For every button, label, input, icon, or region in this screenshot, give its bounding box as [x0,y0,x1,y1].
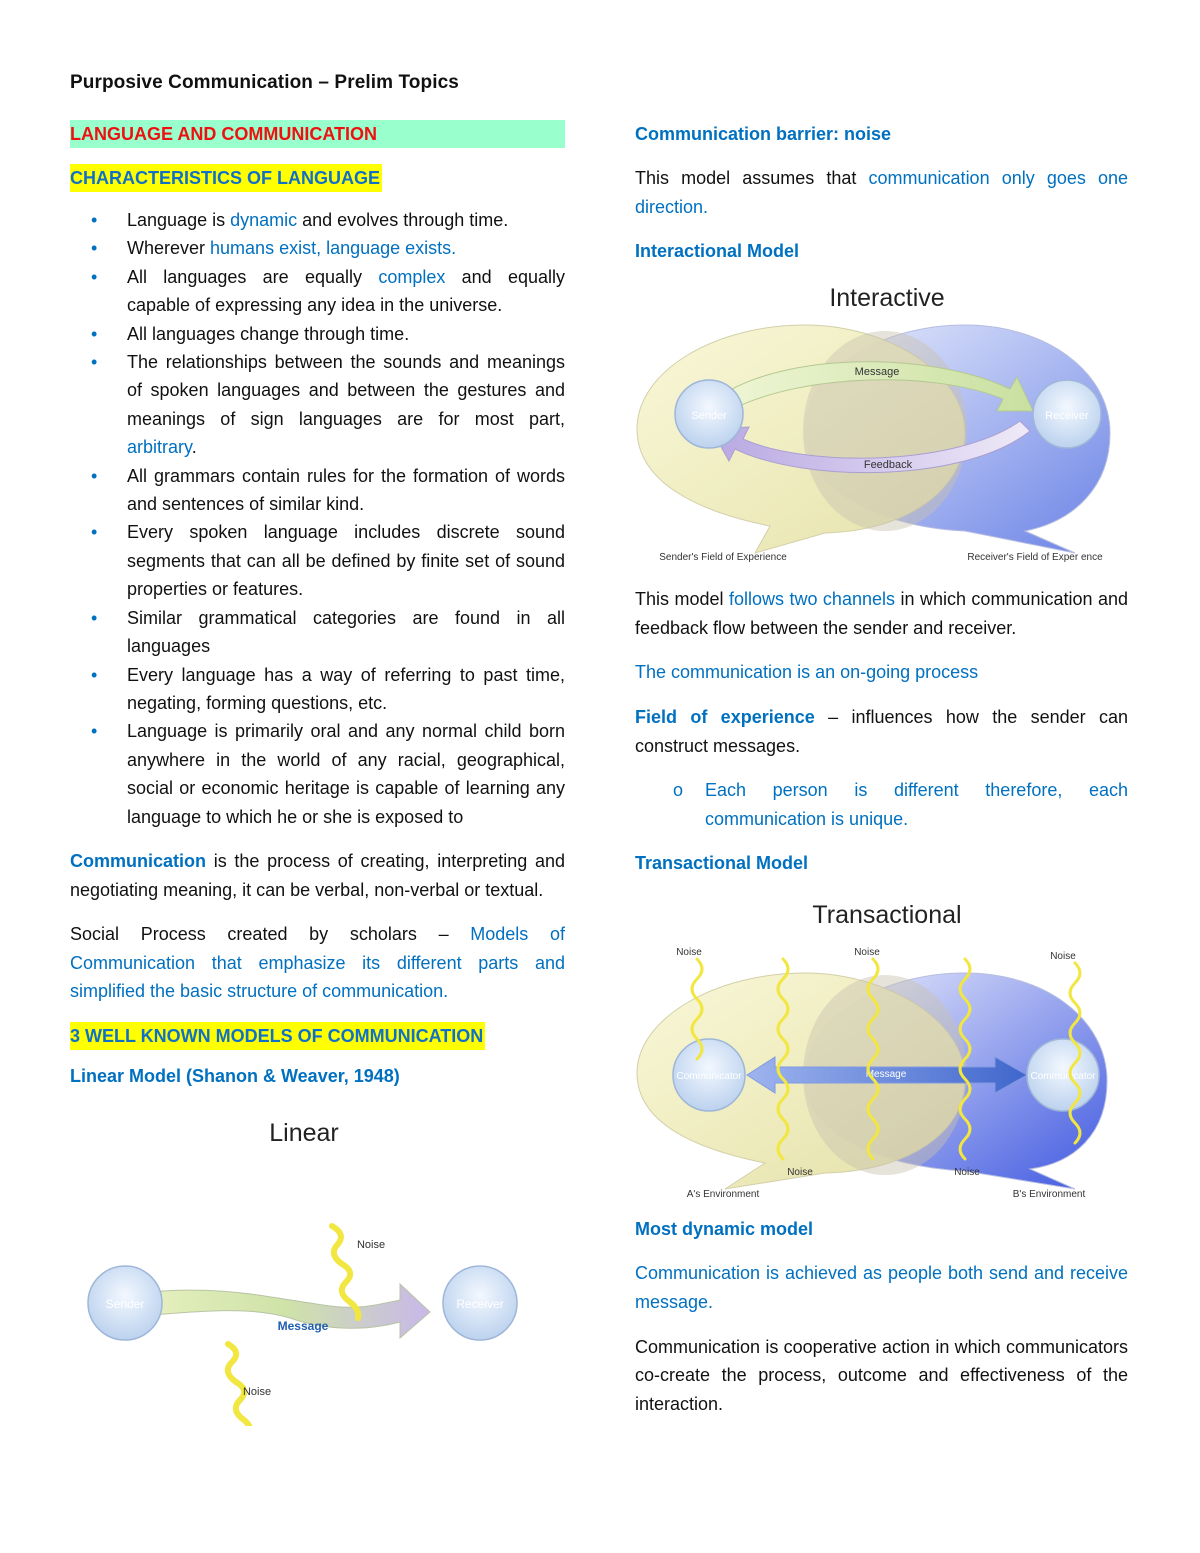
noise-squiggle-top [332,1226,358,1318]
field-of-experience-paragraph: Field of experience – influences how the sender can construct messages. [635,706,1128,756]
interactive-model-figure [635,281,1128,571]
two-channels-paragraph: This model follows two channels in which communication and feedback flow between the sender and receiver. [635,589,1128,638]
models-heading: 3 WELL KNOWN MODELS OF COMMUNICATION [70,1022,485,1050]
characteristics-heading: CHARACTERISTICS OF LANGUAGE [70,164,382,192]
unique-communication-item: o Each person is different therefore, each communication is unique. [673,780,1128,829]
noise-label-1: Noise [676,947,702,959]
sender-field-label: Sender's Field of Experience [659,552,787,564]
noise-label-5: Noise [954,1167,980,1179]
noise-label-2: Noise [854,947,880,959]
characteristic-item: • The relationships between the sounds and meanings of spoken languages and between the gestures and meanings of sign languages are for most part, arbitrary. [70,348,565,462]
left-column [70,120,565,1426]
communicator-b-label: Communicator [1030,1071,1096,1083]
receiver-field-label: Receiver's Field of Exper ence [967,552,1103,564]
linear-model-figure [70,1106,565,1426]
characteristics-list [70,206,565,831]
page-title: Purposive Communication – Prelim Topics [70,72,459,93]
transactional-model-figure [635,893,1128,1199]
noise-squiggle-bottom [228,1344,250,1426]
communication-definition: Communication is the process of creating, interpreting and negotiating meaning, it can be verbal, non-verbal or textual. [70,850,565,900]
barrier-paragraph: This model assumes that communication only goes one direction. [635,168,1128,217]
overlap-area [803,331,967,531]
achieved-paragraph: Communication is achieved as people both send and receive message. [635,1263,1128,1312]
interactive-title: Interactive [829,284,945,313]
transactional-heading: Transactional Model [635,853,809,874]
message-label: Message [865,1069,907,1081]
cooperative-paragraph: Communication is cooperative action in which communicators co-create the process, outcome and effectiveness of the interaction. [635,1336,1128,1414]
noise-label-bottom: Noise [242,1385,272,1398]
noise-label-top: Noise [356,1238,386,1251]
characteristic-item: • Wherever humans exist, language exists. [70,234,565,262]
noise-label-3: Noise [1050,951,1076,963]
ongoing-process-text: The communication is an on-going process [635,662,979,683]
feedback-label: Feedback [863,459,913,472]
receiver-label: Receiver [456,1296,504,1311]
social-process-paragraph: Social Process created by scholars – Models of Communication that emphasize its different parts and simplified the basic structure of communication. [70,924,565,1002]
sender-label: Sender [691,410,727,423]
characteristic-item: • All grammars contain rules for the formation of words and sentences of similar kind. [70,462,565,519]
characteristic-item: • All languages change through time. [70,320,565,348]
sender-label: Sender [105,1296,145,1311]
right-column [635,120,1128,1434]
most-dynamic-heading: Most dynamic model [635,1219,814,1240]
communication-term: Communication [70,850,207,871]
linear-model-heading: Linear Model (Shanon & Weaver, 1948) [70,1065,400,1086]
receiver-label: Receiver [1045,410,1089,423]
b-environment-label: B's Environment [1012,1189,1086,1200]
characteristic-item: • Language is primarily oral and any normal child born anywhere in the world of any racial, geographical, social or economic heritage is capable of learning any language to which he or she is exposed to [70,717,565,831]
noise-label-4: Noise [787,1167,813,1179]
interactional-heading: Interactional Model [635,241,800,262]
characteristic-item: • Similar grammatical categories are found in all languages [70,604,565,661]
message-label: Message [277,1318,329,1333]
transactional-title: Transactional [812,901,962,930]
characteristic-item: • Language is dynamic and evolves through time. [70,206,565,234]
section-heading: LANGUAGE AND COMMUNICATION [70,120,565,148]
a-environment-label: A's Environment [686,1189,760,1200]
barrier-heading: Communication barrier: noise [635,124,892,144]
message-label: Message [854,366,900,379]
communicator-a-label: Communicator [676,1071,742,1083]
characteristic-item: • Every language has a way of referring to past time, negating, forming questions, etc. [70,661,565,718]
linear-title: Linear [269,1118,339,1147]
characteristic-item: • Every spoken language includes discrete sound segments that can all be defined by finite set of sound properties or features. [70,518,565,603]
characteristic-item: • All languages are equally complex and equally capable of expressing any idea in the universe. [70,263,565,320]
